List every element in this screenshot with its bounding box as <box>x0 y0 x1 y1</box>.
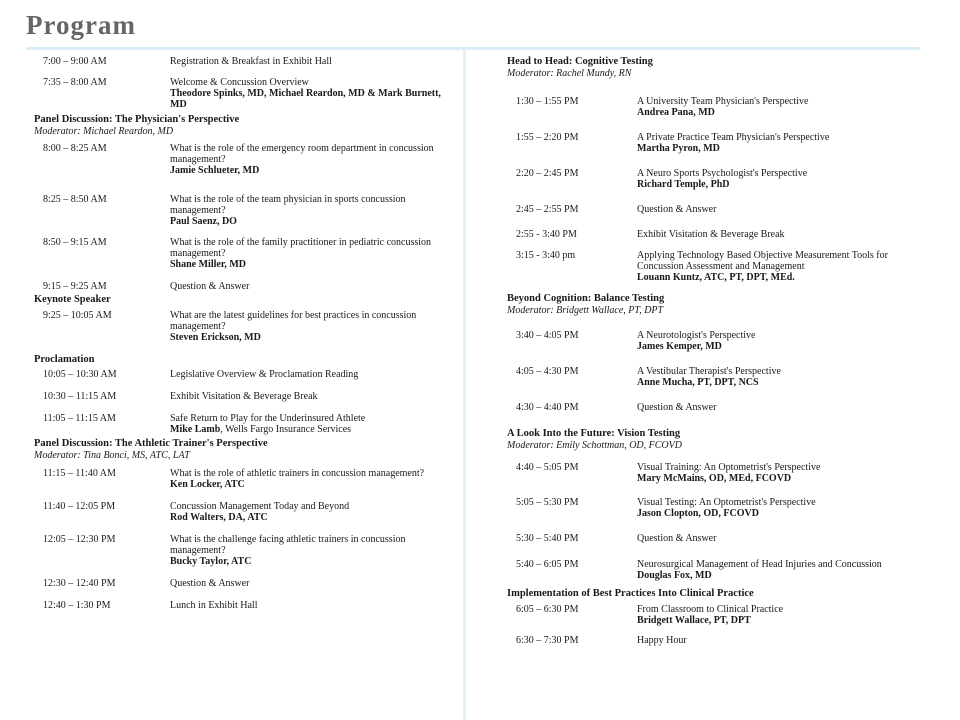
schedule-item <box>507 497 927 519</box>
item-time: 5:05 – 5:30 PM <box>516 497 579 508</box>
item-time: 11:15 – 11:40 AM <box>43 468 116 479</box>
item-speaker <box>637 615 927 626</box>
item-speaker <box>637 272 927 283</box>
item-title: What are the latest guidelines for best practices in concussion management? <box>170 310 417 332</box>
item-description <box>637 330 927 352</box>
schedule-item <box>34 237 454 270</box>
title-rule <box>26 47 920 50</box>
item-speaker <box>170 424 454 435</box>
speaker-name: Jason Clopton, OD, FCOVD <box>637 508 759 519</box>
schedule-item <box>507 96 927 118</box>
speaker-name: Douglas Fox, MD <box>637 570 712 581</box>
item-title: Exhibit Visitation & Beverage Break <box>170 391 318 402</box>
item-title: Concussion Management Today and Beyond <box>170 501 350 512</box>
item-title: Visual Testing: An Optometrist's Perspective <box>637 497 816 508</box>
schedule-item <box>507 250 927 283</box>
section-moderator: Moderator: Tina Bonci, MS, ATC, LAT <box>34 450 190 461</box>
item-time: 7:35 – 8:00 AM <box>43 77 107 88</box>
item-time: 6:30 – 7:30 PM <box>516 635 579 646</box>
schedule-item <box>507 330 927 352</box>
item-description <box>170 237 454 270</box>
section-moderator: Moderator: Bridgett Wallace, PT, DPT <box>507 305 664 316</box>
item-description <box>637 366 927 388</box>
item-speaker <box>170 165 454 176</box>
item-time: 2:20 – 2:45 PM <box>516 168 579 179</box>
item-title: A Vestibular Therapist's Perspective <box>637 366 781 377</box>
section-title: Proclamation <box>34 354 95 365</box>
schedule-item <box>34 534 454 567</box>
speaker-name: Martha Pyron, MD <box>637 143 720 154</box>
item-time: 6:05 – 6:30 PM <box>516 604 579 615</box>
item-speaker <box>170 259 454 270</box>
schedule-item <box>34 600 454 611</box>
item-description <box>637 497 927 519</box>
item-speaker <box>170 332 454 343</box>
section-title: Panel Discussion: The Physician's Perspective <box>34 114 240 125</box>
item-description <box>170 600 454 611</box>
speaker-name: Jamie Schlueter, MD <box>170 165 260 176</box>
item-speaker <box>170 479 454 490</box>
schedule-item <box>34 143 454 176</box>
item-description <box>637 96 927 118</box>
speaker-name: Theodore Spinks, MD, Michael Reardon, MD & Mark Burnett, MD <box>170 88 441 110</box>
item-description <box>170 534 454 567</box>
schedule-item <box>34 501 454 523</box>
item-description <box>637 402 927 413</box>
item-time: 4:05 – 4:30 PM <box>516 366 579 377</box>
schedule-item <box>34 56 454 67</box>
column-divider <box>463 50 466 720</box>
speaker-name: Bucky Taylor, ATC <box>170 556 252 567</box>
section-header <box>34 294 454 306</box>
item-title: What is the role of the team physician in sports concussion management? <box>170 194 406 216</box>
section-title: Keynote Speaker <box>34 294 111 305</box>
item-speaker <box>170 556 454 567</box>
speaker-name: Rod Walters, DA, ATC <box>170 512 268 523</box>
schedule-item <box>507 366 927 388</box>
item-description <box>170 369 454 380</box>
item-speaker <box>170 512 454 523</box>
item-speaker <box>170 88 454 110</box>
item-description <box>637 250 927 283</box>
item-time: 10:05 – 10:30 AM <box>43 369 117 380</box>
item-title: Visual Training: An Optometrist's Perspective <box>637 462 821 473</box>
item-time: 1:55 – 2:20 PM <box>516 132 579 143</box>
item-speaker <box>637 377 927 388</box>
item-speaker <box>637 508 927 519</box>
section-title: Head to Head: Cognitive Testing <box>507 56 653 67</box>
schedule-item <box>34 369 454 380</box>
item-speaker <box>637 179 927 190</box>
item-description <box>637 604 927 626</box>
item-title: Exhibit Visitation & Beverage Break <box>637 229 785 240</box>
item-speaker <box>637 143 927 154</box>
item-time: 9:25 – 10:05 AM <box>43 310 112 321</box>
speaker-name: Ken Locker, ATC <box>170 479 245 490</box>
item-time: 7:00 – 9:00 AM <box>43 56 107 67</box>
item-description <box>170 143 454 176</box>
item-time: 12:40 – 1:30 PM <box>43 600 111 611</box>
item-speaker <box>637 570 927 581</box>
item-time: 4:30 – 4:40 PM <box>516 402 579 413</box>
left-column <box>34 56 454 611</box>
section-header <box>507 56 927 80</box>
section-title: A Look Into the Future: Vision Testing <box>507 428 681 439</box>
section-header <box>34 438 454 462</box>
schedule-item <box>34 310 454 343</box>
item-description <box>170 281 454 292</box>
item-title: From Classroom to Clinical Practice <box>637 604 784 615</box>
schedule-item <box>507 604 927 626</box>
item-speaker <box>637 107 927 118</box>
schedule-item <box>34 281 454 292</box>
item-title: Applying Technology Based Objective Measurement Tools for Concussion Assessment and Management <box>637 250 888 272</box>
speaker-name: Bridgett Wallace, PT, DPT <box>637 615 751 626</box>
schedule-item <box>34 391 454 402</box>
schedule-item <box>507 462 927 484</box>
item-description <box>170 310 454 343</box>
item-time: 2:45 – 2:55 PM <box>516 204 579 215</box>
item-title: Neurosurgical Management of Head Injuries and Concussion <box>637 559 882 570</box>
item-title: Legislative Overview & Proclamation Reading <box>170 369 359 380</box>
speaker-name: Mary McMains, OD, MEd, FCOVD <box>637 473 792 484</box>
item-description <box>637 635 927 646</box>
schedule-item <box>507 402 927 413</box>
speaker-name: Richard Temple, PhD <box>637 179 730 190</box>
page-title: Program <box>26 10 136 40</box>
schedule-item <box>507 229 927 240</box>
item-title: Safe Return to Play for the Underinsured Athlete <box>170 413 366 424</box>
section-title: Beyond Cognition: Balance Testing <box>507 293 665 304</box>
schedule-item <box>34 194 454 227</box>
item-time: 8:25 – 8:50 AM <box>43 194 107 205</box>
item-time: 10:30 – 11:15 AM <box>43 391 117 402</box>
item-title: Welcome & Concussion Overview <box>170 77 309 88</box>
schedule-item <box>507 168 927 190</box>
item-description <box>170 77 454 110</box>
item-time: 3:15 - 3:40 pm <box>516 250 576 261</box>
item-description <box>637 533 927 544</box>
item-description <box>170 56 454 67</box>
section-header <box>34 114 454 138</box>
item-time: 8:00 – 8:25 AM <box>43 143 107 154</box>
schedule-item <box>34 77 454 110</box>
item-time: 2:55 - 3:40 PM <box>516 229 577 240</box>
item-title: Lunch in Exhibit Hall <box>170 600 258 611</box>
item-title: Question & Answer <box>170 281 250 292</box>
item-description <box>637 462 927 484</box>
item-title: Happy Hour <box>637 635 687 646</box>
speaker-affiliation: , Wells Fargo Insurance Services <box>220 424 352 435</box>
speaker-name: Louann Kuntz, ATC, PT, DPT, MEd. <box>637 272 795 283</box>
item-speaker <box>637 341 927 352</box>
item-title: A Neuro Sports Psychologist's Perspective <box>637 168 808 179</box>
section-title: Implementation of Best Practices Into Clinical Practice <box>507 588 754 599</box>
item-time: 11:05 – 11:15 AM <box>43 413 116 424</box>
speaker-name: Shane Miller, MD <box>170 259 247 270</box>
item-description <box>637 204 927 215</box>
item-title: Question & Answer <box>637 402 717 413</box>
item-title: What is the role of the emergency room department in concussion management? <box>170 143 434 165</box>
schedule-item <box>34 468 454 490</box>
item-description <box>637 229 927 240</box>
item-speaker <box>170 216 454 227</box>
item-time: 12:05 – 12:30 PM <box>43 534 116 545</box>
item-title: A Neurotologist's Perspective <box>637 330 756 341</box>
right-column <box>507 56 927 646</box>
item-time: 11:40 – 12:05 PM <box>43 501 116 512</box>
item-description <box>170 194 454 227</box>
item-time: 1:30 – 1:55 PM <box>516 96 579 107</box>
schedule-item <box>507 533 927 544</box>
speaker-name: Anne Mucha, PT, DPT, NCS <box>637 377 759 388</box>
item-time: 3:40 – 4:05 PM <box>516 330 579 341</box>
schedule-item <box>507 204 927 215</box>
section-header <box>34 354 454 366</box>
section-header <box>507 588 927 600</box>
speaker-name: Steven Erickson, MD <box>170 332 261 343</box>
item-time: 12:30 – 12:40 PM <box>43 578 116 589</box>
item-title: What is the challenge facing athletic trainers in concussion management? <box>170 534 406 556</box>
item-description <box>170 578 454 589</box>
item-description <box>170 501 454 523</box>
item-title: What is the role of the family practitioner in pediatric concussion management? <box>170 237 432 259</box>
speaker-name: Andrea Pana, MD <box>637 107 715 118</box>
schedule-item <box>507 132 927 154</box>
speaker-name: Mike Lamb <box>170 424 221 435</box>
item-description <box>637 559 927 581</box>
item-time: 9:15 – 9:25 AM <box>43 281 107 292</box>
item-title: What is the role of athletic trainers in concussion management? <box>170 468 425 479</box>
section-title: Panel Discussion: The Athletic Trainer's Perspective <box>34 438 268 449</box>
section-moderator: Moderator: Michael Reardon, MD <box>34 126 174 137</box>
schedule-item <box>507 559 927 581</box>
item-description <box>170 391 454 402</box>
item-title: Question & Answer <box>637 204 717 215</box>
schedule-item <box>34 578 454 589</box>
item-title: A University Team Physician's Perspective <box>637 96 809 107</box>
item-title: Question & Answer <box>170 578 250 589</box>
section-moderator: Moderator: Rachel Mundy, RN <box>507 68 632 79</box>
item-description <box>170 468 454 490</box>
item-speaker <box>637 473 927 484</box>
speaker-name: James Kemper, MD <box>637 341 722 352</box>
item-description <box>637 168 927 190</box>
item-description <box>170 413 454 435</box>
item-time: 5:30 – 5:40 PM <box>516 533 579 544</box>
item-title: A Private Practice Team Physician's Perspective <box>637 132 830 143</box>
schedule-item <box>507 635 927 646</box>
schedule-item <box>34 413 454 435</box>
item-time: 4:40 – 5:05 PM <box>516 462 579 473</box>
speaker-name: Paul Saenz, DO <box>170 216 237 227</box>
item-title: Question & Answer <box>637 533 717 544</box>
item-description <box>637 132 927 154</box>
section-header <box>507 428 927 452</box>
item-time: 8:50 – 9:15 AM <box>43 237 107 248</box>
item-time: 5:40 – 6:05 PM <box>516 559 579 570</box>
section-header <box>507 293 927 317</box>
section-moderator: Moderator: Emily Schottman, OD, FCOVD <box>507 440 682 451</box>
item-title: Registration & Breakfast in Exhibit Hall <box>170 56 332 67</box>
